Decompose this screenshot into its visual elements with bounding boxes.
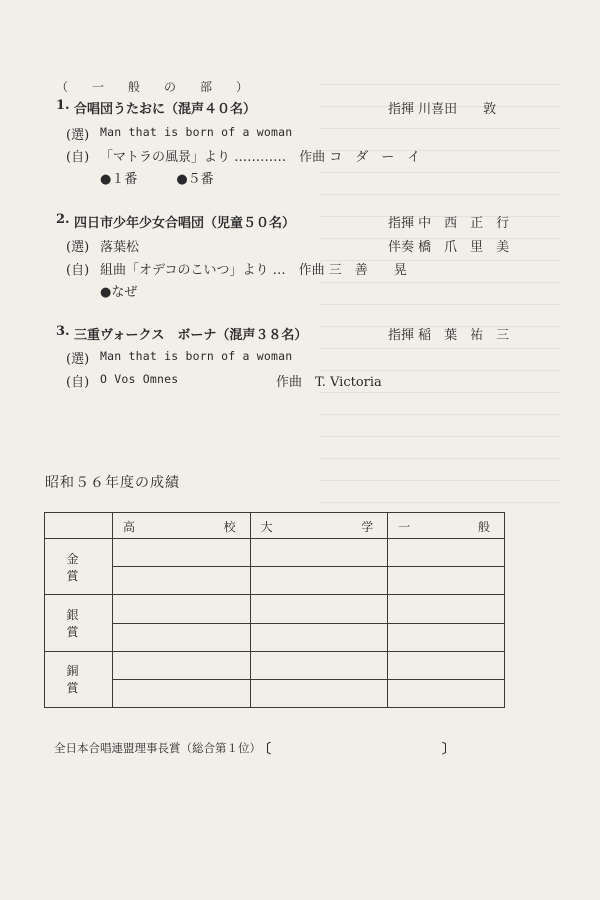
entry-number: 1.	[56, 98, 70, 113]
result-cell[interactable]	[250, 679, 388, 707]
section-title: （ 一 般 の 部 ）	[56, 80, 255, 94]
entry-sub-items: ●１番 ●５番	[100, 172, 214, 187]
entry-sub-items: ●なぜ	[100, 285, 138, 300]
entry-choir: 三重ヴォークス ボーナ（混声３８名）	[74, 328, 308, 343]
table-row	[45, 679, 505, 707]
entry-line-text: 「マトラの風景」より ………… 作曲 コ ダ ー イ	[100, 150, 421, 165]
column-header-char: 般	[477, 520, 490, 534]
award-bracket-open: 〔	[258, 742, 272, 757]
entry-choir: 合唱団うたおに（混声４０名）	[74, 102, 257, 117]
entry-line-text: Man that is born of a woman	[100, 349, 293, 363]
result-cell[interactable]	[250, 539, 388, 567]
entry-conductor: 指揮 川喜田 敦	[388, 102, 497, 117]
result-cell[interactable]	[250, 567, 388, 595]
column-header-university	[250, 513, 388, 539]
table-row	[45, 595, 505, 623]
row-label-silver: 銀 賞	[45, 595, 113, 651]
results-heading: 昭和５６年度の成績	[45, 475, 180, 491]
result-cell[interactable]	[112, 651, 250, 679]
table-row	[45, 539, 505, 567]
award-bracket-close: 〕	[442, 742, 456, 757]
result-cell[interactable]	[388, 651, 505, 679]
result-cell[interactable]	[388, 539, 505, 567]
row-label-bronze: 銅 賞	[45, 651, 113, 707]
row-label-gold: 金 賞	[45, 539, 113, 595]
table-header-row	[45, 513, 505, 539]
entry-line-tag: (自)	[66, 150, 90, 165]
result-cell[interactable]	[388, 679, 505, 707]
entry-conductor: 指揮 稲 葉 祐 三	[388, 328, 510, 343]
column-header-general	[388, 513, 505, 539]
entry-accompanist: 伴奏 橋 爪 里 美	[388, 240, 510, 255]
entry-line-text: 落葉松	[100, 240, 140, 255]
entry-line-tag: (選)	[66, 128, 90, 143]
entry-number: 3.	[56, 324, 70, 339]
entry-line-text: Man that is born of a woman	[100, 125, 293, 139]
result-cell[interactable]	[388, 567, 505, 595]
entry-line-text: O Vos Omnes	[100, 372, 179, 386]
entry-line-tag: (選)	[66, 240, 90, 255]
entry-line-tag: (選)	[66, 352, 90, 367]
entry-line-tag: (自)	[66, 263, 90, 278]
column-header-char: 大	[260, 520, 273, 534]
corner-cell	[45, 513, 113, 539]
entry-choir: 四日市少年少女合唱団（児童５０名）	[74, 216, 296, 231]
column-header-char: 一	[398, 520, 411, 534]
table-row	[45, 623, 505, 651]
result-cell[interactable]	[112, 623, 250, 651]
table-row	[45, 567, 505, 595]
result-cell[interactable]	[112, 539, 250, 567]
result-cell[interactable]	[250, 595, 388, 623]
result-cell[interactable]	[112, 567, 250, 595]
column-header-char: 学	[361, 520, 374, 534]
results-table	[44, 512, 505, 708]
entry-line-text: 組曲「オデコのこいつ」より … 作曲 三 善 晃	[100, 263, 407, 278]
result-cell[interactable]	[112, 595, 250, 623]
result-cell[interactable]	[250, 651, 388, 679]
award-label: 全日本合唱連盟理事長賞（総合第１位）	[54, 741, 261, 755]
entry-composer: 作曲 T. Victoria	[276, 375, 382, 390]
entry-number: 2.	[56, 212, 70, 227]
result-cell[interactable]	[388, 595, 505, 623]
result-cell[interactable]	[112, 679, 250, 707]
column-header-high-school	[112, 513, 250, 539]
result-cell[interactable]	[250, 623, 388, 651]
table-row	[45, 651, 505, 679]
entry-line-tag: (自)	[66, 375, 90, 390]
result-cell[interactable]	[388, 623, 505, 651]
column-header-char: 校	[223, 520, 236, 534]
entry-conductor: 指揮 中 西 正 行	[388, 216, 510, 231]
column-header-char: 高	[122, 520, 135, 534]
